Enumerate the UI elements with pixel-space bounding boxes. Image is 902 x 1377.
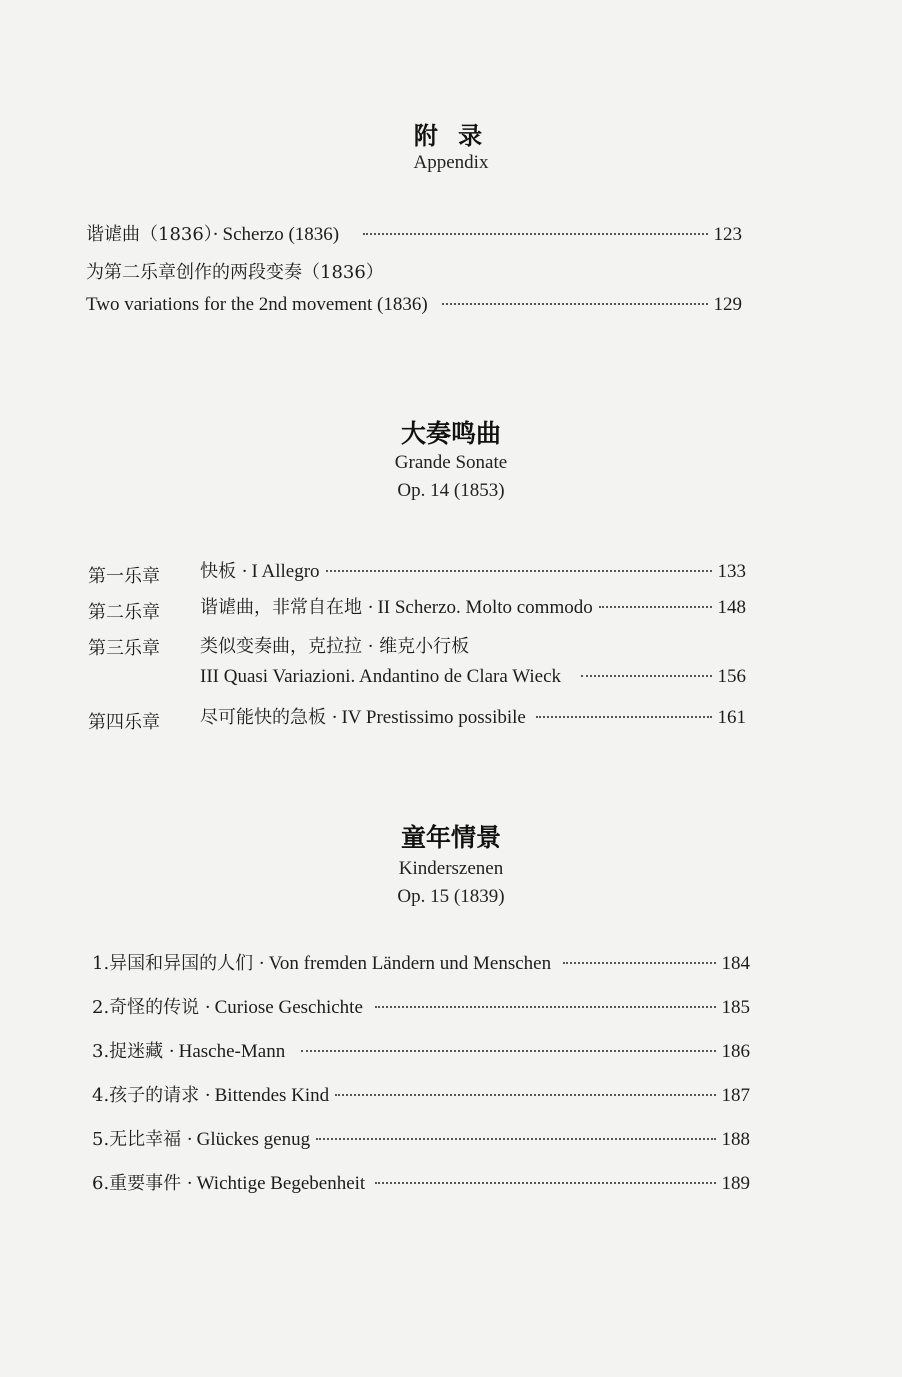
page-number: 156 [717,666,746,687]
appendix-subtitle: Appendix [413,152,489,173]
sonata-subtitle: Grande Sonate [394,452,508,473]
entry-title: Bittendes Kind [214,1085,330,1106]
page-number: 148 [717,597,746,618]
toc-entry[interactable] [200,593,746,621]
toc-entry[interactable] [92,949,750,977]
entry-title: Scherzo (1836) [222,224,340,245]
page-number: 133 [717,561,746,582]
page-number: 184 [721,953,750,974]
dot-leader [442,302,708,305]
kinderszenen-title: 童年情景 [400,823,501,852]
movement-label: 第三乐章 [88,638,160,659]
entry-chinese-title: 3.捉迷藏 · [92,1041,175,1062]
page-number: 129 [713,294,742,315]
entry-title: Glückes genug [196,1129,311,1150]
entry-title: I Allegro [251,561,320,582]
dot-leader [375,1005,716,1008]
toc-entry[interactable] [92,1169,750,1197]
sonata-title: 大奏鸣曲 [400,419,501,448]
entry-title: Curiose Geschichte [214,997,363,1018]
entry-title: IV Prestissimo possibile [341,707,526,728]
movement-label: 第一乐章 [88,566,160,587]
entry-title: III Quasi Variazioni. Andantino de Clara Wieck [200,666,562,687]
toc-entry[interactable] [92,1081,750,1109]
page-number: 186 [721,1041,750,1062]
entry-chinese-title: 5.无比幸福 · [92,1129,193,1150]
entry-chinese-title: 谐谑曲（1836）· [86,224,219,245]
dot-leader [375,1181,715,1184]
page-number: 123 [713,224,742,245]
dot-leader [599,605,712,608]
entry-chinese-title: 为第二乐章创作的两段变奏（1836） [86,262,384,283]
appendix-title: 附 录 [413,121,489,150]
kinderszenen-subtitle: Kinderszenen [398,858,504,879]
toc-entry[interactable] [200,666,746,694]
page-number: 185 [721,997,750,1018]
movement-label: 第二乐章 [88,602,160,623]
dot-leader [563,961,715,964]
entry-chinese-title: 尽可能快的急板 · [200,707,338,728]
toc-entry[interactable] [86,220,742,248]
toc-entry[interactable] [92,1037,750,1065]
entry-chinese-title: 2.奇怪的传说 · [92,997,211,1018]
entry-chinese-title: 快板 · [200,561,248,582]
sonata-opus: Op. 14 (1853) [397,480,505,501]
dot-leader [316,1137,715,1140]
entry-title: Von fremden Ländern und Menschen [268,953,552,974]
dot-leader [363,232,707,235]
entry-chinese-title: 6.重要事件 · [92,1173,193,1194]
entry-chinese-title: 谐谑曲，非常自在地 · [200,597,374,618]
toc-entry[interactable] [86,294,742,322]
dot-leader [335,1093,715,1096]
page-number: 188 [721,1129,750,1150]
dot-leader [581,674,711,677]
entry-title: II Scherzo. Molto commodo [377,597,593,618]
entry-title: Two variations for the 2nd movement (1836) [86,294,428,315]
dot-leader [536,715,712,718]
page-number: 187 [721,1085,750,1106]
entry-chinese-title: 1.异国和异国的人们 · [92,953,265,974]
toc-entry[interactable] [92,993,750,1021]
entry-chinese-title: 4.孩子的请求 · [92,1085,211,1106]
dot-leader [326,569,712,572]
toc-entry[interactable] [200,557,746,585]
dot-leader [301,1049,715,1052]
entry-title: Hasche-Mann [178,1041,286,1062]
entry-title: Wichtige Begebenheit [196,1173,366,1194]
toc-entry[interactable] [200,703,746,731]
page-number: 189 [721,1173,750,1194]
toc-entry[interactable] [92,1125,750,1153]
kinderszenen-opus: Op. 15 (1839) [397,886,505,907]
entry-chinese-title: 类似变奏曲，克拉拉 · 维克小行板 [200,636,470,657]
movement-label: 第四乐章 [88,712,160,733]
page-number: 161 [717,707,746,728]
